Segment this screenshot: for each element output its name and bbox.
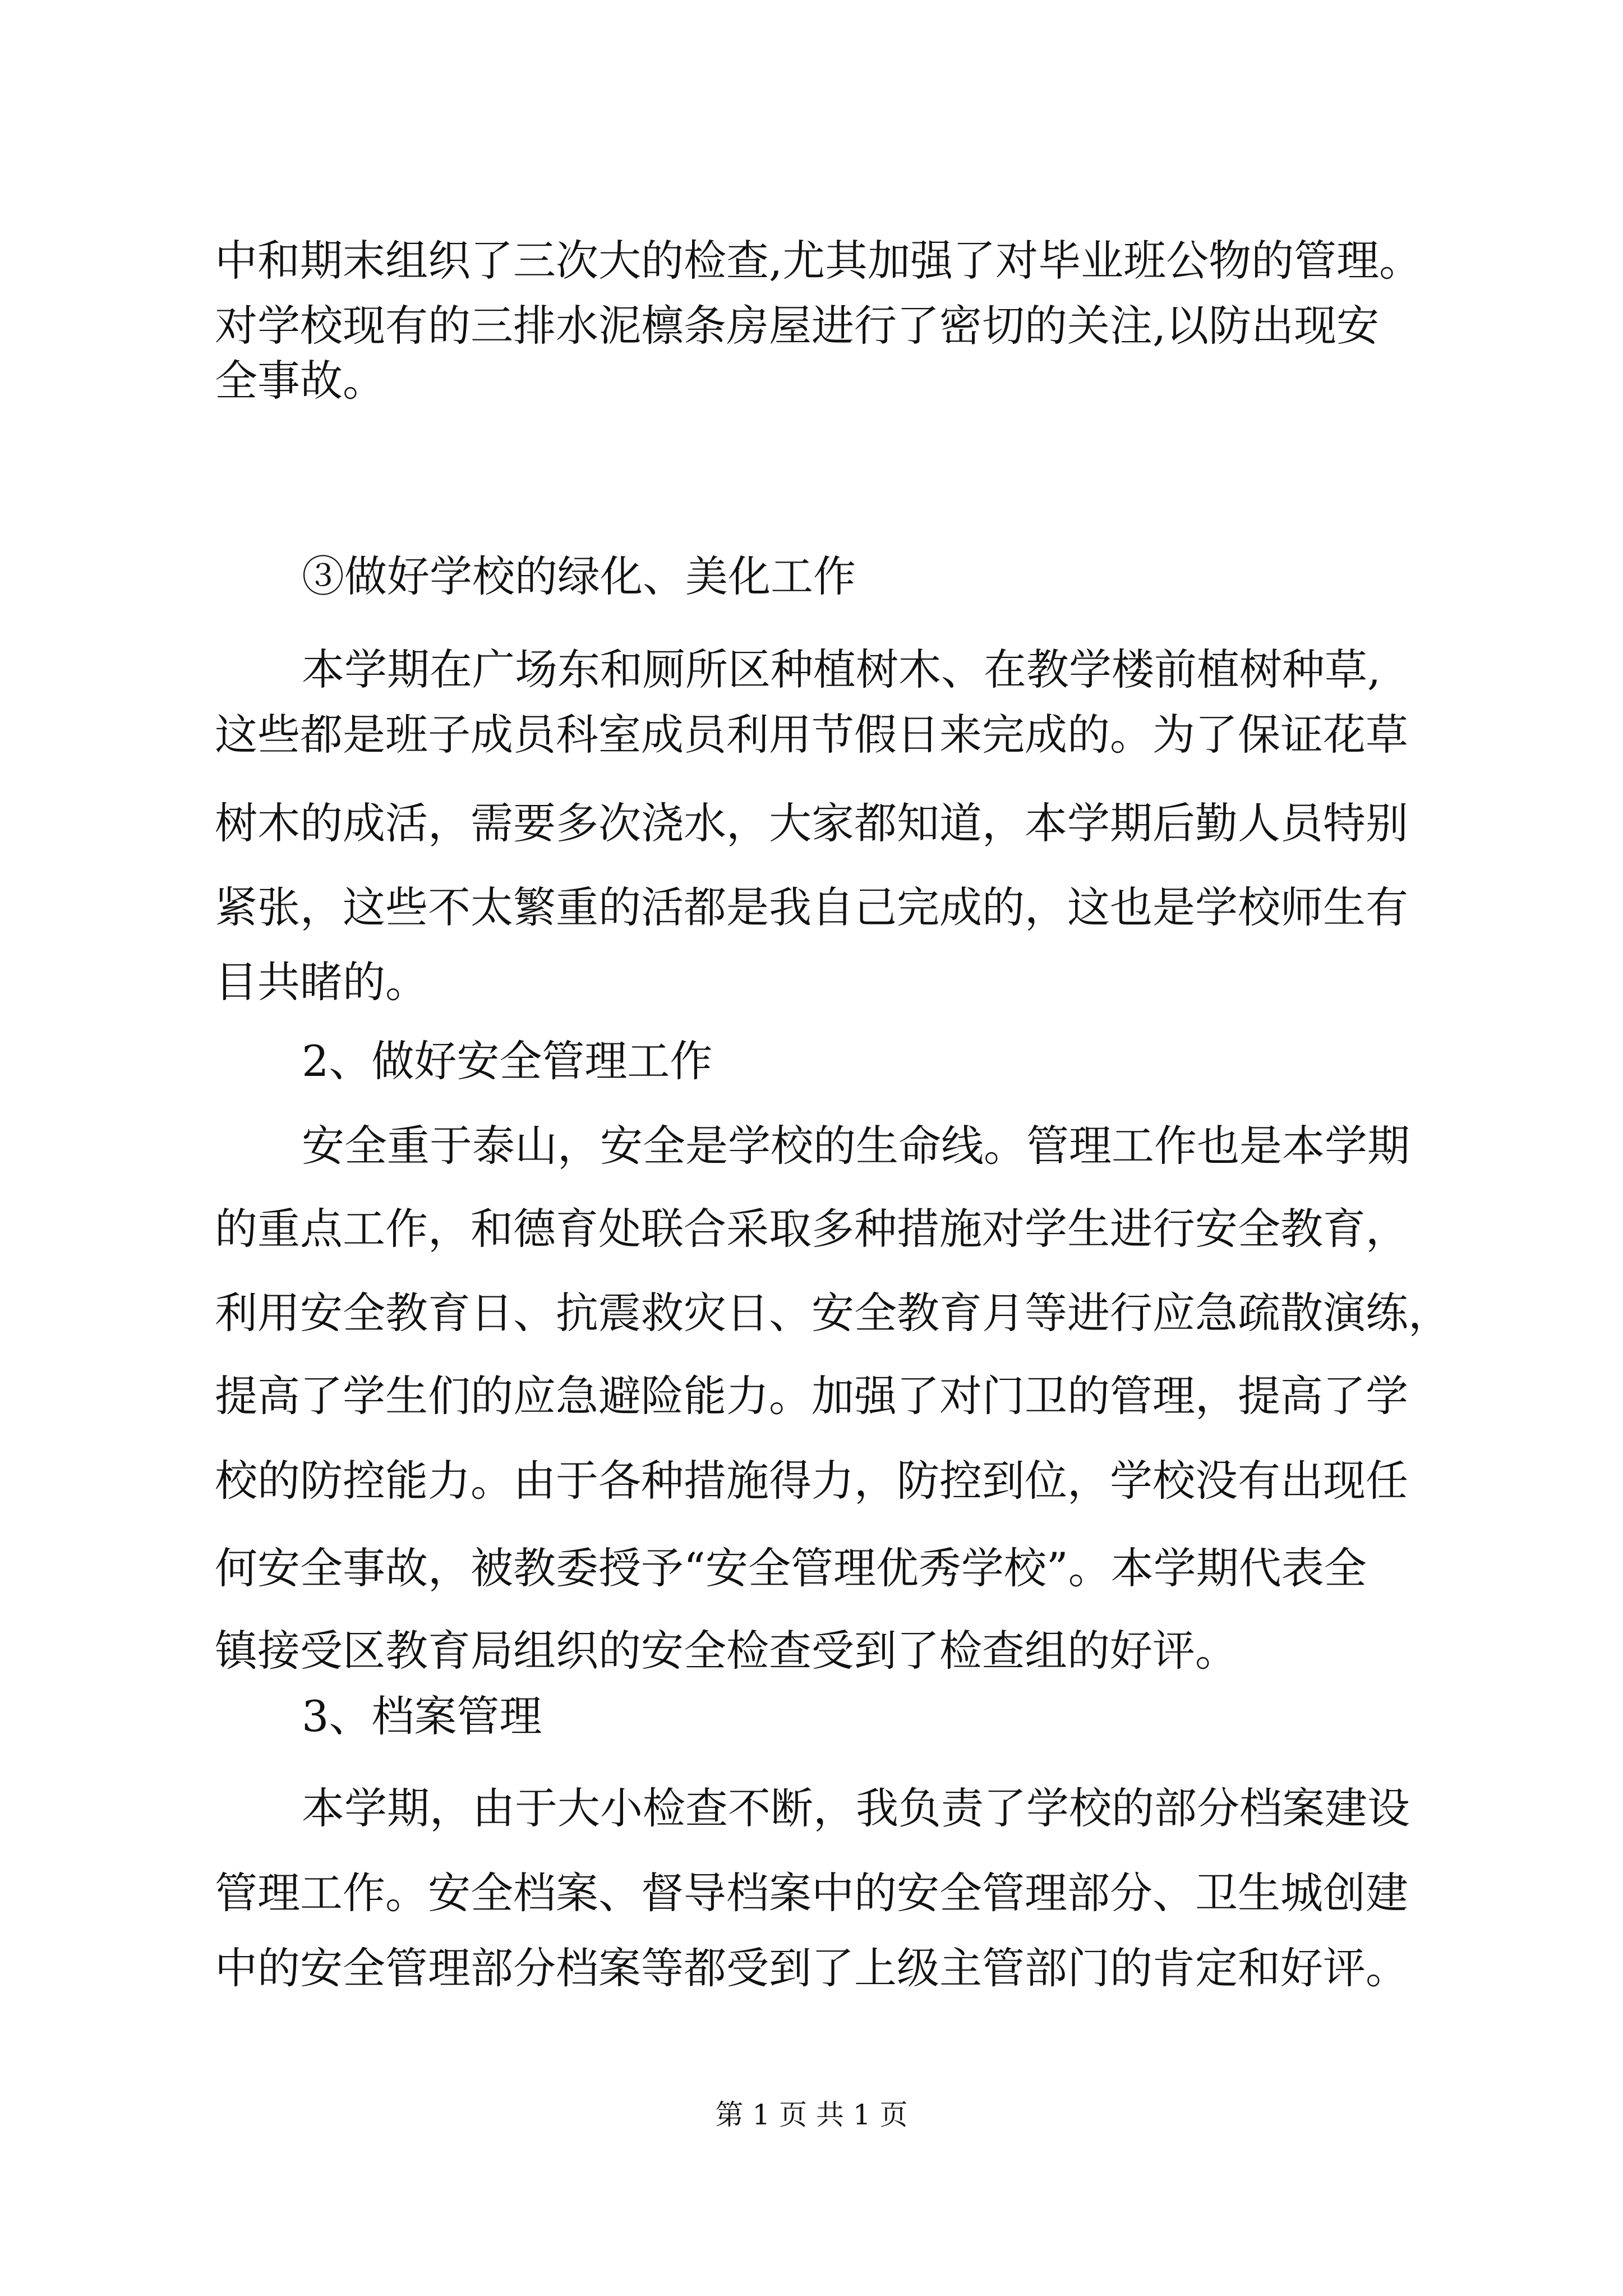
text-line: 对学校现有的三排水泥檩条房屋进行了密切的关注,以防出现安 xyxy=(215,301,1380,351)
section-heading: ③做好学校的绿化、美化工作 xyxy=(302,551,856,601)
text-line: 中的安全管理部分档案等都受到了上级主管部门的肯定和好评。 xyxy=(215,1943,1408,1993)
text-line: 何安全事故，被教委授予“安全管理优秀学校”。本学期代表全 xyxy=(215,1543,1367,1593)
page-footer: 第 1 页 共 1 页 xyxy=(715,2099,908,2131)
text-line: 镇接受区教育局组织的安全检查受到了检查组的好评。 xyxy=(215,1626,1238,1676)
paragraph-first-line: 本学期，由于大小检查不断，我负责了学校的部分档案建设 xyxy=(302,1783,1410,1833)
paragraph-first-line: 安全重于泰山，安全是学校的生命线。管理工作也是本学期 xyxy=(302,1121,1410,1171)
text-line: 树木的成活，需要多次浇水，大家都知道，本学期后勤人员特别 xyxy=(215,798,1408,848)
text-line: 中和期末组织了三次大的检查,尤其加强了对毕业班公物的管理。 xyxy=(215,236,1422,286)
section-heading: 3、档案管理 xyxy=(302,1691,542,1741)
text-line: 这些都是班子成员科室成员利用节假日来完成的。为了保证花草 xyxy=(215,710,1408,760)
text-line: 利用安全教育日、抗震救灾日、安全教育月等进行应急疏散演练， xyxy=(215,1288,1451,1338)
text-line: 校的防控能力。由于各种措施得力，防控到位，学校没有出现任 xyxy=(215,1456,1408,1506)
text-line: 提高了学生们的应急避险能力。加强了对门卫的管理，提高了学 xyxy=(215,1371,1408,1421)
text-line: 目共睹的。 xyxy=(215,957,428,1007)
text-line: 全事故。 xyxy=(215,356,385,406)
text-line: 紧张，这些不太繁重的活都是我自己完成的，这也是学校师生有 xyxy=(215,882,1408,932)
text-line: 的重点工作，和德育处联合采取多种措施对学生进行安全教育， xyxy=(215,1204,1408,1254)
paragraph-first-line: 本学期在广场东和厕所区种植树木、在教学楼前植树种草, xyxy=(302,645,1381,694)
text-line: 管理工作。安全档案、督导档案中的安全管理部分、卫生城创建 xyxy=(215,1868,1408,1918)
section-heading: 2、做好安全管理工作 xyxy=(302,1036,713,1086)
